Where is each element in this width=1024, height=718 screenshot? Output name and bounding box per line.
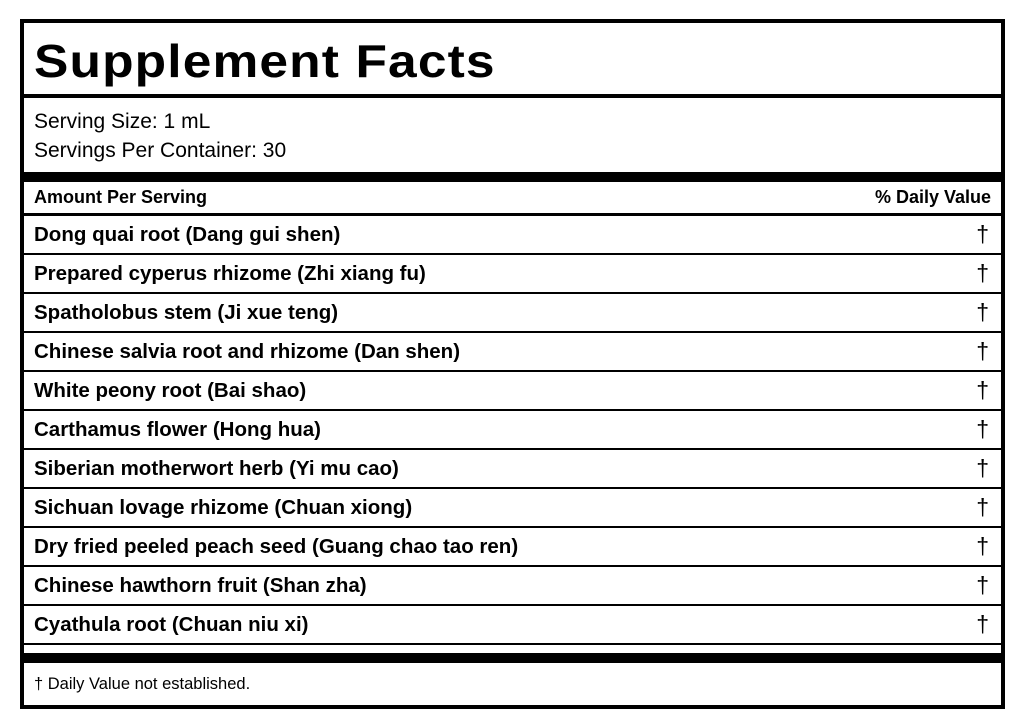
daily-value-marker: †: [976, 416, 989, 442]
ingredient-row: [24, 216, 1001, 255]
ingredient-name: Dry fried peeled peach seed (Guang chao tao ren): [34, 534, 519, 558]
daily-value-marker: †: [976, 572, 989, 598]
ingredient-name: Dong quai root (Dang gui shen): [34, 222, 341, 246]
daily-value-heading: % Daily Value: [874, 187, 991, 207]
footnote: † Daily Value not established.: [34, 674, 251, 693]
ingredient-row: [24, 567, 1001, 606]
ingredient-row: [24, 411, 1001, 450]
ingredient-row: [24, 255, 1001, 294]
ingredient-name: Cyathula root (Chuan niu xi): [34, 612, 309, 636]
daily-value-marker: †: [976, 455, 989, 481]
ingredient-name: White peony root (Bai shao): [34, 378, 307, 402]
daily-value-marker: †: [976, 260, 989, 286]
daily-value-marker: †: [976, 533, 989, 559]
ingredient-name: Siberian motherwort herb (Yi mu cao): [34, 456, 399, 480]
ingredient-row: [24, 333, 1001, 372]
thick-divider-bottom: [24, 653, 1001, 663]
daily-value-marker: †: [976, 221, 989, 247]
panel-title: Supplement Facts: [34, 34, 496, 87]
ingredient-name: Spatholobus stem (Ji xue teng): [34, 300, 339, 324]
title-section: [24, 23, 1001, 98]
column-header: [24, 182, 1001, 216]
supplement-facts-panel: [20, 19, 1005, 709]
amount-per-serving-heading: Amount Per Serving: [34, 187, 208, 207]
ingredient-name: Sichuan lovage rhizome (Chuan xiong): [34, 495, 413, 519]
ingredient-row: [24, 606, 1001, 645]
daily-value-marker: †: [976, 338, 989, 364]
ingredient-row: [24, 528, 1001, 567]
serving-info: [24, 98, 1001, 172]
ingredient-name: Carthamus flower (Hong hua): [34, 417, 322, 441]
ingredient-row: [24, 372, 1001, 411]
daily-value-marker: †: [976, 377, 989, 403]
thick-divider-top: [24, 172, 1001, 182]
servings-per-container: Servings Per Container: 30: [34, 139, 287, 162]
daily-value-marker: †: [976, 611, 989, 637]
ingredient-list: [24, 216, 1001, 645]
ingredient-name: Chinese hawthorn fruit (Shan zha): [34, 573, 367, 597]
serving-size: Serving Size: 1 mL: [34, 110, 211, 133]
ingredient-name: Prepared cyperus rhizome (Zhi xiang fu): [34, 261, 426, 285]
ingredient-row: [24, 450, 1001, 489]
daily-value-marker: †: [976, 299, 989, 325]
daily-value-marker: †: [976, 494, 989, 520]
ingredient-name: Chinese salvia root and rhizome (Dan shen): [34, 339, 461, 363]
ingredient-row: [24, 489, 1001, 528]
ingredient-row: [24, 294, 1001, 333]
spacer-row: [24, 645, 1001, 653]
